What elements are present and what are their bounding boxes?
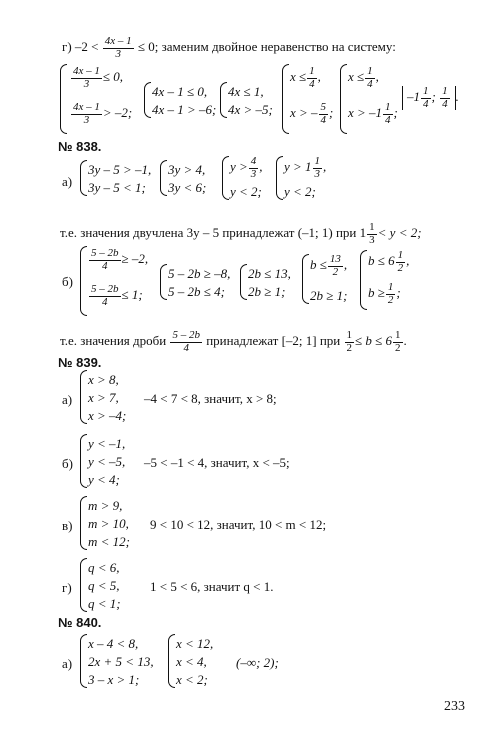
g-system-2: 4x – 1 ≤ 0, 4x – 1 > –6; [144, 82, 224, 118]
g-system-3: 4x ≤ 1, 4x > –5; [220, 82, 280, 118]
g-system-1: $\frac{4x - 1}{3}$ ≤ 0, $\frac{4x - 1}{3}$ > –2; [60, 64, 140, 134]
g-answer: –1 $\frac{1}{4}$ ; $\frac{1}{4}$ . [402, 86, 459, 110]
page-number: 233 [444, 699, 465, 714]
839v-system: m > 9, m > 10, m < 12; [80, 496, 140, 550]
item-label: б) [62, 456, 73, 471]
838b-system-1: $\frac{5 - 2b}{4}$ ≥ –2, $\frac{5 - 2b}{4}$ ≤ 1; [80, 246, 170, 316]
838b-system-2: 5 – 2b ≥ –8, 5 – 2b ≤ 4; [160, 264, 240, 300]
838a-conclusion: т.е. значения двучлена 3y – 5 принадлежат (–1; 1) при 1 $\frac{1}{3}$ < y < 2; [60, 221, 422, 246]
838b-system-4: b ≤ $\frac{13}{2}$ , 2b ≥ 1; [302, 254, 362, 304]
838b-conclusion: т.е. значения дроби $\frac{5 - 2b}{4}$ принадлежат [–2; 1] при $\frac{1}{2}$ ≤ b ≤ 6 $\frac{1}{2}$ . [60, 329, 407, 354]
problem-838-title: № 838. [58, 139, 102, 154]
839a-system: x > 8, x > 7, x > –4; [80, 370, 140, 424]
838b-system-3: 2b ≤ 13, 2b ≥ 1; [240, 264, 300, 300]
838b-system-5: b ≤ 6 $\frac{1}{2}$ , b ≥ $\frac{1}{2}$ ; [360, 250, 430, 310]
839v-conclusion: 9 < 10 < 12, значит, 10 < m < 12; [150, 517, 327, 532]
item-label: а) [62, 174, 73, 189]
840a-system-1: x – 4 < 8, 2x + 5 < 13, 3 – x > 1; [80, 634, 170, 688]
839b-system: y < –1, y < –5, y < 4; [80, 434, 140, 488]
item-label: б) [62, 274, 73, 289]
g-system-4: x ≤ $\frac{1}{4}$ , x > – $\frac{5}{4}$ ; [282, 64, 342, 134]
839a-conclusion: –4 < 7 < 8, значит, x > 8; [144, 391, 277, 406]
problem-840-title: № 840. [58, 615, 102, 630]
839g-conclusion: 1 < 5 < 6, значит q < 1. [150, 579, 274, 594]
840a-answer: (–∞; 2); [236, 655, 279, 670]
838a-system-1: 3y – 5 > –1, 3y – 5 < 1; [80, 160, 180, 196]
item-label: а) [62, 656, 73, 671]
item-label: г) [62, 39, 72, 55]
g-system-5: x ≤ $\frac{1}{4}$ , x > –1 $\frac{1}{4}$ ; [340, 64, 400, 134]
problem-839-title: № 839. [58, 355, 102, 370]
g-intro-line: г) –2 < $\frac{4x - 1}{3}$ ≤ 0; заменим двойное неравенство на систему: [62, 35, 396, 60]
item-label: а) [62, 392, 73, 407]
839g-system: q < 6, q < 5, q < 1; [80, 558, 140, 612]
839b-conclusion: –5 < –1 < 4, значит, x < –5; [144, 455, 290, 470]
fraction: $\frac{4x - 1}{3}$ [104, 35, 132, 60]
838a-system-3: y > $\frac{4}{3}$ , y < 2; [222, 156, 282, 200]
item-label: в) [62, 518, 73, 533]
838a-system-2: 3y > 4, 3y < 6; [160, 160, 220, 196]
838a-system-4: y > 1 $\frac{1}{3}$ , y < 2; [276, 156, 346, 200]
840a-system-2: x < 12, x < 4, x < 2; [168, 634, 228, 688]
item-label: г) [62, 580, 72, 595]
